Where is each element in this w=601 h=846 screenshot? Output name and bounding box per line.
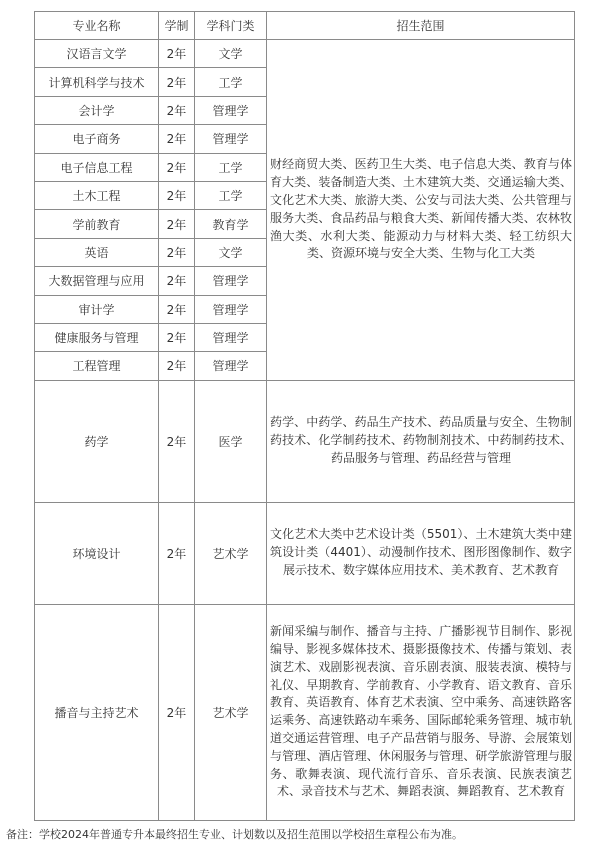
header-years: 学制 (159, 12, 195, 40)
major-name: 大数据管理与应用 (35, 267, 159, 295)
major-category: 艺术学 (195, 604, 267, 820)
major-category: 艺术学 (195, 502, 267, 604)
major-years: 2年 (159, 125, 195, 153)
range-environmental-design: 文化艺术大类中艺术设计类（5501）、土木建筑大类中建筑设计类（4401）、动漫制作技术、图形图像制作、数字展示技术、数字媒体应用技术、美术教育、艺术教育 (267, 502, 575, 604)
major-name: 环境设计 (35, 502, 159, 604)
major-category: 文学 (195, 40, 267, 68)
header-major-name: 专业名称 (35, 12, 159, 40)
major-years: 2年 (159, 181, 195, 209)
major-years: 2年 (159, 153, 195, 181)
major-name: 会计学 (35, 96, 159, 124)
major-category: 管理学 (195, 125, 267, 153)
major-years: 2年 (159, 502, 195, 604)
major-name: 汉语言文学 (35, 40, 159, 68)
major-years: 2年 (159, 323, 195, 351)
header-category: 学科门类 (195, 12, 267, 40)
major-name: 英语 (35, 238, 159, 266)
major-years: 2年 (159, 380, 195, 502)
table-row (35, 40, 575, 68)
major-years: 2年 (159, 96, 195, 124)
range-broadcasting: 新闻采编与制作、播音与主持、广播影视节目制作、影视编导、影视多媒体技术、摄影摄像技术、传播与策划、表演艺术、戏剧影视表演、音乐剧表演、服装表演、模特与礼仪、早期教育、学前教育、小学教育、语文教育、音乐教育、英语教育、体育艺术表演、空中乘务、高速铁路客运乘务、高速铁路动车乘务、国际邮轮乘务管理、城市轨道交通运营管理、电子产品营销与服务、导游、会展策划与管理、酒店管理、休闲服务与管理、研学旅游管理与服务、歌舞表演、现代流行音乐、音乐表演、民族表演艺术、录音技术与艺术、舞蹈表演、舞蹈教育、艺术教育 (267, 604, 575, 820)
major-category: 工学 (195, 153, 267, 181)
range-general: 财经商贸大类、医药卫生大类、电子信息大类、教育与体育大类、装备制造大类、土木建筑大类、交通运输大类、文化艺术大类、旅游大类、公安与司法大类、公共管理与服务大类、食品药品与粮食大类、新闻传播大类、农林牧渔大类、水利大类、能源动力与材料大类、轻工纺织大类、资源环境与安全大类、生物与化工大类 (267, 40, 575, 381)
major-name: 土木工程 (35, 181, 159, 209)
major-years: 2年 (159, 604, 195, 820)
table-row (35, 380, 575, 502)
table-row (35, 604, 575, 820)
major-category: 教育学 (195, 210, 267, 238)
major-category: 管理学 (195, 267, 267, 295)
major-category: 管理学 (195, 295, 267, 323)
major-category: 管理学 (195, 352, 267, 380)
major-category: 管理学 (195, 96, 267, 124)
major-name: 工程管理 (35, 352, 159, 380)
major-category: 工学 (195, 68, 267, 96)
major-category: 管理学 (195, 323, 267, 351)
major-name: 审计学 (35, 295, 159, 323)
major-name: 学前教育 (35, 210, 159, 238)
major-years: 2年 (159, 210, 195, 238)
major-category: 工学 (195, 181, 267, 209)
major-name: 电子商务 (35, 125, 159, 153)
major-name: 计算机科学与技术 (35, 68, 159, 96)
major-years: 2年 (159, 68, 195, 96)
major-category: 文学 (195, 238, 267, 266)
majors-table (34, 11, 575, 821)
header-range: 招生范围 (267, 12, 575, 40)
major-years: 2年 (159, 295, 195, 323)
major-name: 健康服务与管理 (35, 323, 159, 351)
major-years: 2年 (159, 40, 195, 68)
range-pharmacy: 药学、中药学、药品生产技术、药品质量与安全、生物制药技术、化学制药技术、药物制剂技术、中药制药技术、药品服务与管理、药品经营与管理 (267, 380, 575, 502)
major-category: 医学 (195, 380, 267, 502)
major-years: 2年 (159, 352, 195, 380)
table-header-row (35, 12, 575, 40)
major-name: 电子信息工程 (35, 153, 159, 181)
table-row (35, 502, 575, 604)
major-name: 播音与主持艺术 (35, 604, 159, 820)
major-name: 药学 (35, 380, 159, 502)
major-years: 2年 (159, 238, 195, 266)
footnote: 备注：学校2024年普通专升本最终招生专业、计划数以及招生范围以学校招生章程公布为准。 (6, 828, 463, 841)
major-years: 2年 (159, 267, 195, 295)
